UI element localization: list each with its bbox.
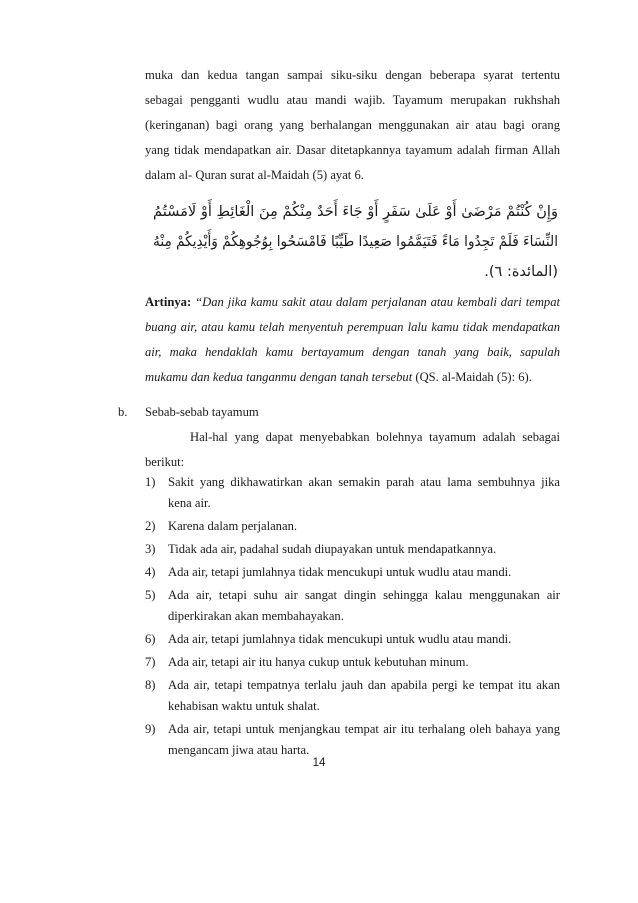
list-text: Ada air, tetapi jumlahnya tidak mencukupi untuk wudlu atau mandi.	[168, 565, 512, 579]
list-item	[145, 539, 560, 560]
paragraph-line: muka dan kedua tangan sampai siku-siku dengan beberapa syarat tertentu	[145, 68, 560, 82]
list-number: 6)	[145, 632, 156, 646]
paragraph-line: sebagai pengganti wudlu atau mandi wajib. Tayamum merupakan rukhshah	[145, 93, 560, 107]
paragraph-line: (keringanan) bagi orang yang berhalangan menggunakan air atau bagi orang	[145, 118, 560, 132]
translation-block	[145, 290, 560, 390]
translation-text: mukamu dan kedua tanganmu dengan tanah tersebut	[145, 370, 413, 384]
list-text: Karena dalam perjalanan.	[168, 519, 298, 533]
translation-line	[145, 365, 560, 390]
arabic-verse	[150, 192, 560, 284]
arabic-line-2: النِّسَاءَ فَلَمْ تَجِدُوا مَاءً فَتَيَمَّمُوا صَعِيدًا طَيِّبًا فَامْسَحُوا بِوُجُوهِكُمْ وَأَيْدِيكُمْ مِنْهُ	[153, 234, 560, 250]
paragraph-line: yang tidak mendapatkan air. Dasar ditetapkannya tayamum adalah firman Allah	[145, 143, 560, 157]
list-number: 5)	[145, 588, 156, 602]
list-text: Ada air, tetapi suhu air sangat dingin sehingga kalau menggunakan air diperkirakan akan membahayakan.	[168, 588, 560, 623]
arabic-line-1: وَإِنْ كُنْتُمْ مَرْضَىٰ أَوْ عَلَىٰ سَفَرٍ أَوْ جَاءَ أَحَدٌ مِنْكُمْ مِنَ الْغَائِطِ أَوْ لَامَسْتُمُ	[153, 204, 557, 220]
list-number: 8)	[145, 678, 156, 692]
list-item	[145, 652, 560, 673]
translation-line: air, maka hendaklah kamu bertayamum dengan tanah yang baik, sapulah	[145, 345, 560, 359]
list-item	[145, 629, 560, 650]
list-text: Ada air, tetapi air itu hanya cukup untuk kebutuhan minum.	[168, 655, 469, 669]
list-number: 3)	[145, 542, 156, 556]
list-item	[145, 585, 560, 627]
list-number: 1)	[145, 475, 156, 489]
list-text: Ada air, tetapi untuk menjangkau tempat air itu terhalang oleh bahaya yang mengancam jiwa atau harta.	[168, 722, 560, 757]
list-text: Ada air, tetapi tempatnya terlalu jauh dan apabila pergi ke tempat itu akan kehabisan waktu untuk shalat.	[168, 678, 560, 713]
list-text: Sakit yang dikhawatirkan akan semakin parah atau lama sembuhnya jika kena air.	[168, 475, 560, 510]
list-item	[145, 472, 560, 514]
list-text: Ada air, tetapi jumlahnya tidak mencukupi untuk wudlu atau mandi.	[168, 632, 512, 646]
section-intro-line: Hal-hal yang dapat menyebabkan bolehnya tayamum adalah sebagai	[190, 430, 560, 444]
list-number: 9)	[145, 722, 156, 736]
section-marker: b.	[118, 405, 128, 419]
paragraph-line: dalam al- Quran surat al-Maidah (5) ayat 6.	[145, 168, 364, 182]
arabic-line-3: (المائدة: ٦).	[484, 264, 558, 280]
section-intro	[145, 425, 560, 475]
list-number: 7)	[145, 655, 156, 669]
list-item	[145, 516, 560, 537]
reasons-list	[145, 472, 560, 763]
translation-label: Artinya:	[145, 295, 192, 309]
list-item	[145, 675, 560, 717]
translation-line: buang air, atau kamu telah menyentuh perempuan lalu kamu tidak mendapatkan	[145, 320, 560, 334]
section-heading	[118, 400, 259, 425]
list-number: 4)	[145, 565, 156, 579]
translation-line	[145, 290, 560, 315]
translation-text: “Dan jika kamu sakit atau dalam perjalanan atau kembali dari tempat	[195, 295, 561, 309]
list-text: Tidak ada air, padahal sudah diupayakan untuk mendapatkannya.	[168, 542, 497, 556]
intro-paragraph	[145, 63, 560, 188]
section-intro-line: berikut:	[145, 455, 185, 469]
section-title: Sebab-sebab tayamum	[145, 405, 259, 419]
list-item	[145, 562, 560, 583]
list-item	[145, 719, 560, 761]
list-number: 2)	[145, 519, 156, 533]
verse-reference: (QS. al-Maidah (5): 6).	[415, 370, 532, 384]
page-number: 14	[312, 757, 326, 769]
